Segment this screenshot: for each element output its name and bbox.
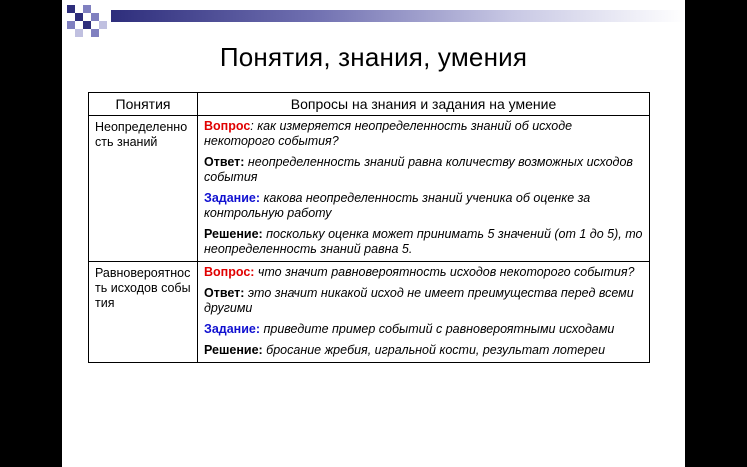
qa-cell bbox=[198, 262, 649, 362]
concepts-table bbox=[88, 92, 650, 363]
answer-item bbox=[204, 155, 643, 185]
solution-label: Решение: bbox=[204, 227, 263, 241]
question-text: : как измеряется неопределенность знаний об исходе некоторого события? bbox=[204, 119, 573, 148]
task-text: приведите пример событий с равновероятными исходами bbox=[260, 322, 615, 336]
solution-text: поскольку оценка может принимать 5 значений (от 1 до 5), то неопределенность знаний равна 5. bbox=[204, 227, 643, 256]
header-concepts: Понятия bbox=[89, 93, 198, 116]
question-item bbox=[204, 119, 643, 149]
task-label: Задание: bbox=[204, 191, 261, 205]
question-label: Вопрос: bbox=[204, 265, 255, 279]
task-item bbox=[204, 191, 643, 221]
qa-cell bbox=[198, 116, 649, 261]
solution-label: Решение: bbox=[204, 343, 263, 357]
answer-text: это значит никакой исход не имеет преимущества перед всеми другими bbox=[204, 286, 634, 315]
question-label: Вопрос bbox=[204, 119, 251, 133]
solution-text: бросание жребия, игральной кости, результат лотереи bbox=[262, 343, 606, 357]
question-item bbox=[204, 265, 643, 280]
solution-item bbox=[204, 343, 643, 358]
decorative-checker-pattern bbox=[67, 5, 115, 37]
task-item bbox=[204, 322, 643, 337]
header-questions: Вопросы на знания и задания на умение bbox=[198, 93, 650, 116]
concept-cell: Равновероятность исходов события bbox=[95, 266, 191, 310]
task-label: Задание: bbox=[204, 322, 261, 336]
answer-text: неопределенность знаний равна количеству возможных исходов события bbox=[204, 155, 633, 184]
decorative-gradient-bar bbox=[111, 10, 685, 22]
answer-label: Ответ: bbox=[204, 155, 245, 169]
solution-item bbox=[204, 227, 643, 257]
answer-item bbox=[204, 286, 643, 316]
table-row bbox=[89, 116, 650, 262]
answer-label: Ответ: bbox=[204, 286, 245, 300]
table-row bbox=[89, 262, 650, 363]
question-text: что значит равновероятность исходов некоторого события? bbox=[254, 265, 635, 279]
task-text: какова неопределенность знаний ученика об оценке за контрольную работу bbox=[204, 191, 591, 220]
concept-cell: Неопределенность знаний bbox=[95, 120, 188, 149]
slide-title: Понятия, знания, умения bbox=[219, 42, 528, 72]
table-header-row bbox=[89, 93, 650, 116]
slide bbox=[62, 0, 685, 467]
